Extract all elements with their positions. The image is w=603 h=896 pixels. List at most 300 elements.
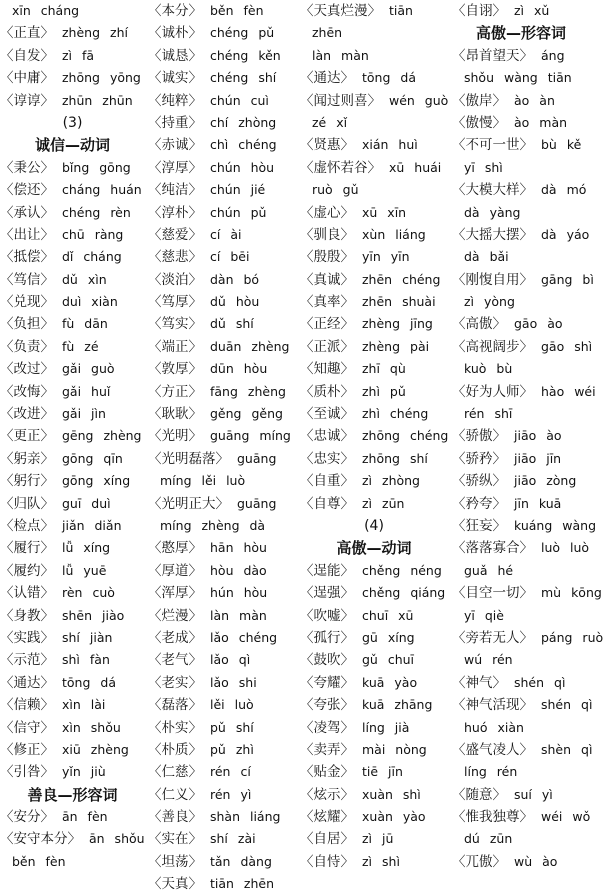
pinyin: lǎo qì — [210, 652, 251, 668]
headword: 〈老实〉 — [148, 674, 202, 691]
pinyin: guī duì — [62, 495, 111, 511]
headword: 〈傲岸〉 — [452, 92, 506, 109]
word-entry — [0, 537, 145, 559]
pinyin: zé xǐ — [312, 114, 348, 130]
word-entry — [0, 717, 145, 739]
pinyin: shēn jiào — [62, 607, 125, 623]
word-entry — [300, 269, 448, 291]
word-entry — [0, 224, 145, 246]
headword: 〈仁义〉 — [148, 786, 202, 803]
word-entry — [148, 672, 298, 694]
word-entry — [0, 313, 145, 335]
pinyin-continuation — [148, 515, 298, 537]
headword: 〈出让〉 — [0, 226, 54, 243]
pinyin: shèn qì — [541, 741, 593, 757]
pinyin: zhèng pài — [362, 338, 430, 354]
pinyin: xùn liáng — [362, 226, 426, 242]
pinyin: lǎo shi — [210, 674, 257, 690]
headword: 〈落落寡合〉 — [452, 540, 533, 557]
word-entry — [300, 851, 448, 873]
headword: 〈淡泊〉 — [148, 271, 202, 288]
headword: 〈凌驾〉 — [300, 719, 354, 736]
word-entry — [452, 179, 590, 201]
word-entry — [452, 806, 590, 828]
word-entry — [0, 761, 145, 783]
word-entry — [300, 90, 448, 112]
word-entry — [452, 313, 590, 335]
pinyin: chéng shí — [210, 70, 277, 86]
word-entry — [148, 336, 298, 358]
headword: 〈淳朴〉 — [148, 204, 202, 221]
word-entry — [148, 269, 298, 291]
word-entry — [300, 291, 448, 313]
pinyin: áng — [541, 47, 565, 63]
pinyin: fù zé — [62, 338, 99, 354]
word-entry — [452, 851, 590, 873]
headword: 〈骄纵〉 — [452, 473, 506, 490]
headword: 〈逞能〉 — [300, 562, 354, 579]
pinyin: hòu dào — [210, 562, 267, 578]
word-entry — [0, 560, 145, 582]
headword: 〈朴质〉 — [148, 741, 202, 758]
pinyin: cí bēi — [210, 249, 250, 265]
word-entry — [300, 448, 448, 470]
pinyin: shì fàn — [62, 652, 110, 668]
pinyin: jiāo ào — [514, 428, 562, 444]
headword: 〈中庸〉 — [0, 70, 54, 87]
word-entry — [148, 873, 298, 895]
word-entry — [148, 582, 298, 604]
section-heading: 高傲—动词 — [336, 539, 412, 558]
headword: 〈履约〉 — [0, 562, 54, 579]
headword: 〈刚愎自用〉 — [452, 271, 533, 288]
pinyin: pǔ zhì — [210, 741, 254, 757]
word-entry — [148, 224, 298, 246]
word-entry — [148, 851, 298, 873]
headword: 〈夸耀〉 — [300, 674, 354, 691]
pinyin: pǔ shí — [210, 719, 254, 735]
pinyin: xián huì — [362, 137, 418, 153]
headword: 〈惟我独尊〉 — [452, 809, 533, 826]
pinyin: huó xiàn — [464, 719, 524, 735]
headword: 〈端正〉 — [148, 338, 202, 355]
pinyin: ruò gǔ — [312, 182, 359, 198]
headword: 〈诚朴〉 — [148, 25, 202, 42]
headword: 〈正经〉 — [300, 316, 354, 333]
word-entry — [148, 649, 298, 671]
pinyin: lǎo chéng — [210, 629, 278, 645]
word-entry — [148, 448, 298, 470]
pinyin: chū ràng — [62, 226, 124, 242]
pinyin: chún jié — [210, 182, 266, 198]
headword: 〈纯粹〉 — [148, 92, 202, 109]
headword: 〈自恃〉 — [300, 853, 354, 870]
pinyin: xuàn yào — [362, 809, 426, 825]
pinyin: xìn shǒu — [62, 719, 121, 735]
headword: 〈信赖〉 — [0, 697, 54, 714]
word-entry — [148, 560, 298, 582]
word-entry — [148, 381, 298, 403]
pinyin: chéng pǔ — [210, 25, 275, 41]
pinyin: hún hòu — [210, 585, 268, 601]
pinyin: gōng qīn — [62, 450, 123, 466]
pinyin: kuáng wàng — [514, 517, 597, 533]
pinyin: gěng gěng — [210, 406, 283, 422]
pinyin: gǔ chuī — [362, 652, 415, 668]
word-entry — [148, 717, 298, 739]
word-entry — [452, 784, 590, 806]
pinyin: gǎi jìn — [62, 406, 106, 422]
headword: 〈憨厚〉 — [148, 540, 202, 557]
word-entry — [452, 739, 593, 761]
word-entry — [148, 627, 298, 649]
word-entry — [300, 336, 448, 358]
headword: 〈笃厚〉 — [148, 294, 202, 311]
word-entry — [452, 448, 590, 470]
pinyin: chì chéng — [210, 137, 277, 153]
headword: 〈正派〉 — [300, 338, 354, 355]
pinyin: shí jiàn — [62, 629, 113, 645]
pinyin: rén shī — [464, 406, 513, 422]
headword: 〈诚恳〉 — [148, 47, 202, 64]
word-entry — [452, 470, 590, 492]
word-entry — [452, 0, 590, 22]
word-entry — [300, 761, 448, 783]
word-entry — [0, 246, 145, 268]
word-entry — [452, 672, 590, 694]
headword: 〈耿耿〉 — [148, 406, 202, 423]
pinyin: jiāo zòng — [514, 473, 577, 489]
section-heading: 诚信—动词 — [34, 136, 110, 155]
pinyin-continuation — [452, 358, 590, 380]
pinyin: dǐ cháng — [62, 249, 122, 265]
word-entry — [300, 470, 448, 492]
word-entry — [452, 269, 594, 291]
headword: 〈真诚〉 — [300, 271, 354, 288]
pinyin: ào màn — [514, 114, 568, 130]
word-entry — [148, 157, 298, 179]
word-entry — [0, 828, 145, 850]
word-entry — [0, 202, 145, 224]
headword: 〈通达〉 — [300, 70, 354, 87]
headword: 〈仁慈〉 — [148, 764, 202, 781]
headword: 〈神气活现〉 — [452, 697, 533, 714]
word-entry — [300, 605, 448, 627]
pinyin: duān zhèng — [210, 338, 290, 354]
headword: 〈贤惠〉 — [300, 137, 354, 154]
headword: 〈正直〉 — [0, 25, 54, 42]
pinyin: shí zài — [210, 831, 256, 847]
pinyin: yīn yīn — [362, 249, 410, 265]
pinyin: fāng zhèng — [210, 383, 286, 399]
headword: 〈逞强〉 — [300, 585, 354, 602]
pinyin: gǎi guò — [62, 361, 115, 377]
headword: 〈殷殷〉 — [300, 249, 354, 266]
headword: 〈朴实〉 — [148, 719, 202, 736]
word-entry — [148, 358, 298, 380]
word-entry — [0, 515, 145, 537]
headword: 〈示范〉 — [0, 652, 54, 669]
pinyin: yī shì — [464, 159, 503, 175]
headword: 〈吹嘘〉 — [300, 607, 354, 624]
headword: 〈负担〉 — [0, 316, 54, 333]
pinyin-continuation — [0, 0, 145, 22]
pinyin: zì zūn — [362, 495, 405, 511]
pinyin: líng jià — [362, 719, 410, 735]
headword: 〈光明正大〉 — [148, 495, 229, 512]
headword: 〈改进〉 — [0, 406, 54, 423]
pinyin: zhōng chéng — [362, 428, 449, 444]
headword: 〈虚心〉 — [300, 204, 354, 221]
pinyin: tǎn dàng — [210, 853, 272, 869]
pinyin: gōng xíng — [62, 473, 131, 489]
headword: 〈躬亲〉 — [0, 450, 54, 467]
pinyin: chún hòu — [210, 159, 275, 175]
word-entry — [0, 381, 145, 403]
word-entry — [148, 22, 298, 44]
headword: 〈引咎〉 — [0, 764, 54, 781]
pinyin: chěng néng — [362, 562, 442, 578]
word-entry — [148, 134, 298, 156]
pinyin: rèn cuò — [62, 585, 115, 601]
headword: 〈浑厚〉 — [148, 585, 202, 602]
word-entry — [148, 694, 298, 716]
pinyin: tōng dá — [362, 70, 416, 86]
headword: 〈随意〉 — [452, 786, 506, 803]
column-2 — [148, 0, 298, 893]
headword: 〈承认〉 — [0, 204, 54, 221]
headword: 〈善良〉 — [148, 809, 202, 826]
pinyin: wéi wǒ — [541, 809, 591, 825]
pinyin: zhì chéng — [362, 406, 429, 422]
pinyin: mài nòng — [362, 741, 427, 757]
pinyin: mù kōng — [541, 585, 602, 601]
pinyin-continuation — [452, 157, 590, 179]
pinyin: bǐng gōng — [62, 159, 131, 175]
pinyin: cí ài — [210, 226, 242, 242]
headword: 〈谆谆〉 — [0, 92, 54, 109]
pinyin: zì jū — [362, 831, 394, 847]
word-entry — [0, 649, 145, 671]
pinyin: wù ào — [514, 853, 558, 869]
word-entry — [300, 202, 448, 224]
pinyin: yǐn jiù — [62, 764, 106, 780]
word-entry — [300, 157, 448, 179]
word-entry — [148, 45, 298, 67]
headword: 〈自居〉 — [300, 831, 354, 848]
pinyin: zì zhòng — [362, 473, 420, 489]
word-entry — [300, 627, 448, 649]
pinyin: làn màn — [210, 607, 267, 623]
headword: 〈慈爱〉 — [148, 226, 202, 243]
pinyin-continuation — [300, 45, 448, 67]
pinyin: xìn lài — [62, 697, 106, 713]
pinyin: guāng míng — [210, 428, 291, 444]
headword: 〈天真〉 — [148, 876, 202, 893]
word-entry — [148, 806, 298, 828]
headword: 〈大模大样〉 — [452, 182, 533, 199]
word-entry — [0, 157, 145, 179]
pinyin: tiē jīn — [362, 764, 403, 780]
headword: 〈光明〉 — [148, 428, 202, 445]
pinyin: dàn bó — [210, 271, 260, 287]
word-entry — [452, 537, 590, 559]
headword: 〈矜夸〉 — [452, 495, 506, 512]
pinyin: jīn kuā — [514, 495, 562, 511]
word-entry — [452, 112, 590, 134]
headword: 〈负责〉 — [0, 338, 54, 355]
pinyin: dǔ xìn — [62, 271, 107, 287]
word-entry — [452, 493, 590, 515]
pinyin: gāng bì — [541, 271, 594, 287]
headword: 〈忠诚〉 — [300, 428, 354, 445]
word-entry — [148, 784, 298, 806]
word-entry — [300, 784, 448, 806]
pinyin: ào àn — [514, 92, 555, 108]
pinyin: bù kě — [541, 137, 582, 153]
word-entry — [0, 806, 145, 828]
headword: 〈持重〉 — [148, 114, 202, 131]
headword: 〈检点〉 — [0, 517, 54, 534]
pinyin: dǔ hòu — [210, 294, 260, 310]
pinyin-continuation — [148, 470, 298, 492]
pinyin-continuation — [452, 67, 590, 89]
word-entry — [148, 112, 298, 134]
pinyin: rén cí — [210, 764, 251, 780]
headword: 〈夸张〉 — [300, 697, 354, 714]
word-entry — [148, 291, 298, 313]
pinyin: zhèng zhí — [62, 25, 128, 41]
pinyin: kuò bù — [464, 361, 513, 377]
headword: 〈厚道〉 — [148, 562, 202, 579]
headword: 〈赤诚〉 — [148, 137, 202, 154]
headword: 〈实在〉 — [148, 831, 202, 848]
word-entry — [148, 739, 298, 761]
pinyin: guǎ hé — [464, 562, 514, 578]
headword: 〈笃实〉 — [148, 316, 202, 333]
word-entry — [0, 269, 145, 291]
pinyin: dú zūn — [464, 831, 513, 847]
word-entry — [148, 179, 298, 201]
pinyin-continuation — [452, 403, 590, 425]
pinyin-continuation — [300, 22, 448, 44]
word-entry — [148, 605, 298, 627]
word-entry — [148, 537, 298, 559]
headword: 〈昂首望天〉 — [452, 47, 533, 64]
pinyin: dūn hòu — [210, 361, 268, 377]
pinyin: chéng rèn — [62, 204, 131, 220]
headword: 〈安守本分〉 — [0, 831, 81, 848]
word-entry — [0, 358, 145, 380]
headword: 〈忠实〉 — [300, 450, 354, 467]
word-entry — [452, 45, 590, 67]
word-entry — [0, 291, 145, 313]
pinyin: chěng qiáng — [362, 585, 446, 601]
pinyin: zhōng yōng — [62, 70, 141, 86]
headword: 〈虚怀若谷〉 — [300, 159, 381, 176]
pinyin: shǒu wàng tiān — [464, 70, 572, 86]
pinyin: gāo shì — [541, 338, 593, 354]
word-entry — [148, 313, 298, 335]
word-entry — [0, 470, 145, 492]
headword: 〈狂妄〉 — [452, 517, 506, 534]
headword: 〈更正〉 — [0, 428, 54, 445]
word-entry — [452, 515, 597, 537]
word-entry — [0, 403, 145, 425]
headword: 〈笃信〉 — [0, 271, 54, 288]
headword: 〈偿还〉 — [0, 182, 54, 199]
pinyin: zhōng shí — [362, 450, 428, 466]
column-1 — [0, 0, 145, 869]
pinyin: míng zhèng dà — [160, 517, 266, 533]
pinyin: lǚ yuē — [62, 562, 107, 578]
word-entry — [300, 560, 448, 582]
headword: 〈淳厚〉 — [148, 159, 202, 176]
headword: 〈老成〉 — [148, 629, 202, 646]
headword: 〈诚实〉 — [148, 70, 202, 87]
pinyin: chún pǔ — [210, 204, 267, 220]
headword: 〈至诚〉 — [300, 406, 354, 423]
pinyin: làn màn — [312, 47, 369, 63]
pinyin: dà yáo — [541, 226, 590, 242]
headword: 〈炫耀〉 — [300, 809, 354, 826]
word-entry — [0, 605, 145, 627]
headword: 〈方正〉 — [148, 383, 202, 400]
word-entry — [148, 202, 298, 224]
headword: 〈贴金〉 — [300, 764, 354, 781]
headword: 〈兑现〉 — [0, 294, 54, 311]
word-entry — [300, 828, 448, 850]
headword: 〈改悔〉 — [0, 383, 54, 400]
pinyin-continuation — [452, 202, 590, 224]
pinyin-continuation — [300, 112, 448, 134]
headword: 〈光明磊落〉 — [148, 450, 229, 467]
pinyin: zhèng jīng — [362, 316, 433, 332]
word-entry — [452, 627, 603, 649]
word-entry — [300, 739, 448, 761]
headword: 〈骄矜〉 — [452, 450, 506, 467]
headword: 〈好为人师〉 — [452, 383, 533, 400]
pinyin: dǔ shí — [210, 316, 254, 332]
word-entry — [300, 313, 448, 335]
pinyin: tiān zhēn — [210, 876, 275, 892]
word-entry — [300, 246, 448, 268]
headword: 〈纯洁〉 — [148, 182, 202, 199]
pinyin: hào wéi — [541, 383, 596, 399]
pinyin: xīn cháng — [12, 3, 80, 18]
word-entry — [148, 90, 298, 112]
pinyin: chún cuì — [210, 92, 269, 108]
word-entry — [300, 381, 448, 403]
headword: 〈闻过则喜〉 — [300, 92, 381, 109]
pinyin: guāng — [237, 450, 277, 466]
word-entry — [0, 448, 145, 470]
pinyin: zì shì — [362, 853, 400, 869]
pinyin: luò luò — [541, 540, 590, 556]
word-entry — [148, 246, 298, 268]
pinyin-continuation — [452, 649, 590, 671]
pinyin-continuation — [452, 605, 590, 627]
pinyin: zhī qù — [362, 361, 406, 377]
section-heading: 善良—形容词 — [27, 785, 118, 804]
pinyin: běn fèn — [210, 3, 264, 18]
headword: 〈鼓吹〉 — [300, 652, 354, 669]
word-entry — [0, 179, 145, 201]
word-entry — [0, 582, 145, 604]
headword: 〈炫示〉 — [300, 786, 354, 803]
word-entry — [148, 761, 298, 783]
section-heading: 高傲—形容词 — [475, 24, 566, 43]
